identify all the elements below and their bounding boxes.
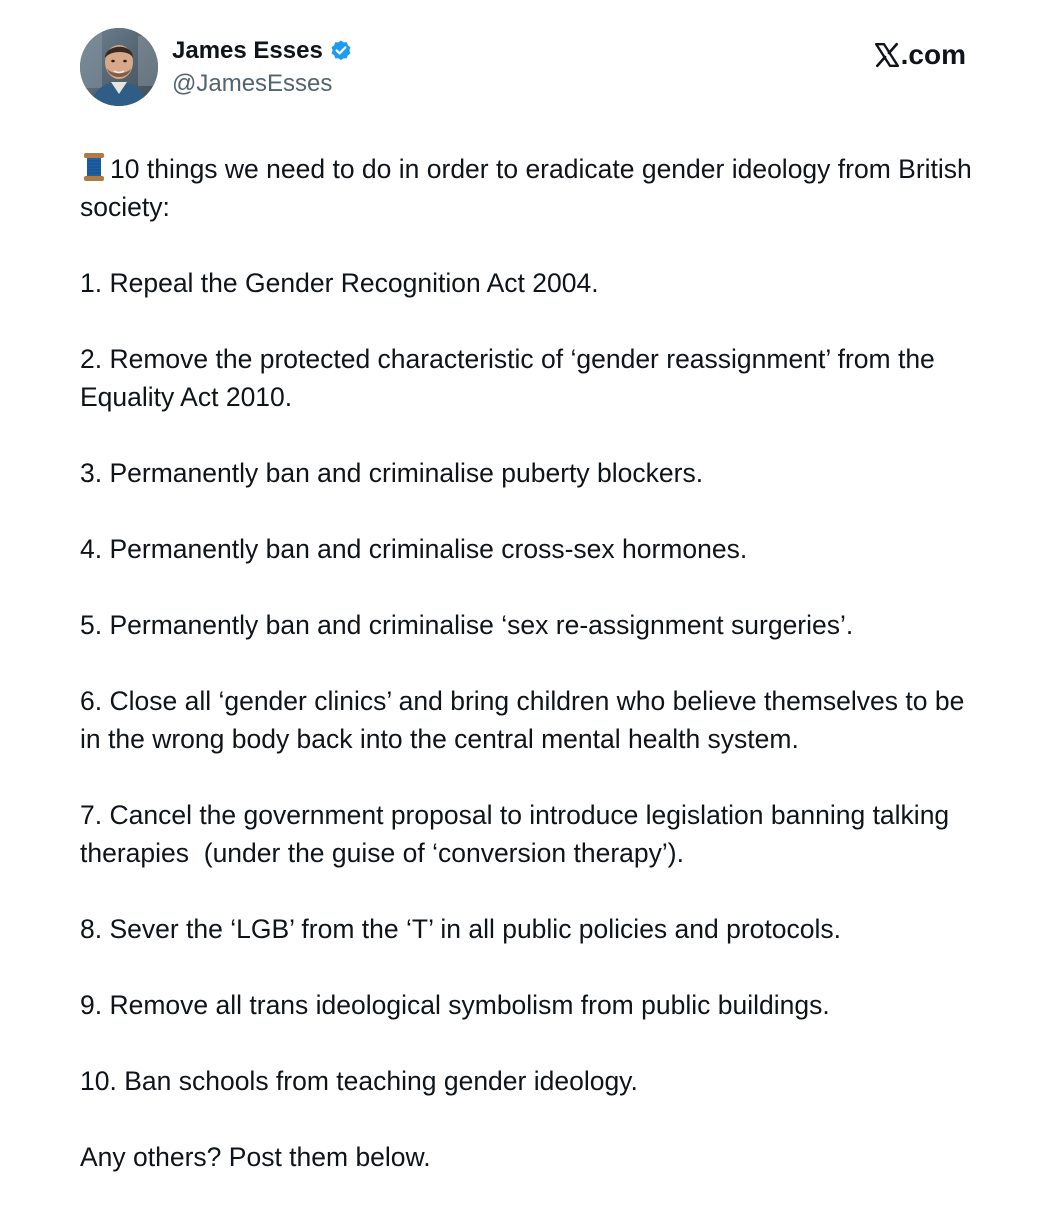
- tweet-body: [80, 150, 980, 1214]
- list-item-3: 3. Permanently ban and criminalise puberty blockers.: [80, 458, 704, 488]
- list-item-8: 8. Sever the ‘LGB’ from the ‘T’ in all public policies and protocols.: [80, 914, 842, 944]
- x-brand: [874, 38, 966, 72]
- display-name[interactable]: James Esses: [172, 37, 323, 64]
- intro-text: 10 things we need to do in order to eradicate gender ideology from British society:: [80, 154, 980, 222]
- list-item-10: 10. Ban schools from teaching gender ideology.: [80, 1066, 638, 1096]
- tweet-intro: [80, 150, 980, 226]
- list-item-5: 5. Permanently ban and criminalise ‘sex re-assignment surgeries’.: [80, 610, 854, 640]
- tweet-header: [80, 28, 966, 108]
- list-item-9: 9. Remove all trans ideological symbolism from public buildings.: [80, 990, 830, 1020]
- tweet-outro: Any others? Post them below.: [80, 1142, 431, 1172]
- thread-spool-icon: [80, 152, 108, 182]
- list-item-4: 4. Permanently ban and criminalise cross-sex hormones.: [80, 534, 748, 564]
- display-name-row: [172, 36, 353, 66]
- list-item-2: 2. Remove the protected characteristic of ‘gender reassignment’ from the Equality Act 2010.: [80, 344, 943, 412]
- author-handle[interactable]: @JamesEsses: [172, 70, 333, 97]
- profile-photo: [80, 28, 158, 106]
- list-item-6: 6. Close all ‘gender clinics’ and bring children who believe themselves to be in the wrong body back into the central mental health system.: [80, 686, 972, 754]
- list-item-1: 1. Repeal the Gender Recognition Act 2004.: [80, 268, 599, 298]
- verified-badge-icon: [329, 39, 353, 63]
- x-logo-icon: [874, 42, 900, 68]
- list-item-7: 7. Cancel the government proposal to introduce legislation banning talking therapies (under the guise of ‘conversion therapy’).: [80, 800, 957, 868]
- brand-label: .com: [900, 39, 966, 70]
- avatar[interactable]: [80, 28, 158, 106]
- author-names: [172, 36, 353, 100]
